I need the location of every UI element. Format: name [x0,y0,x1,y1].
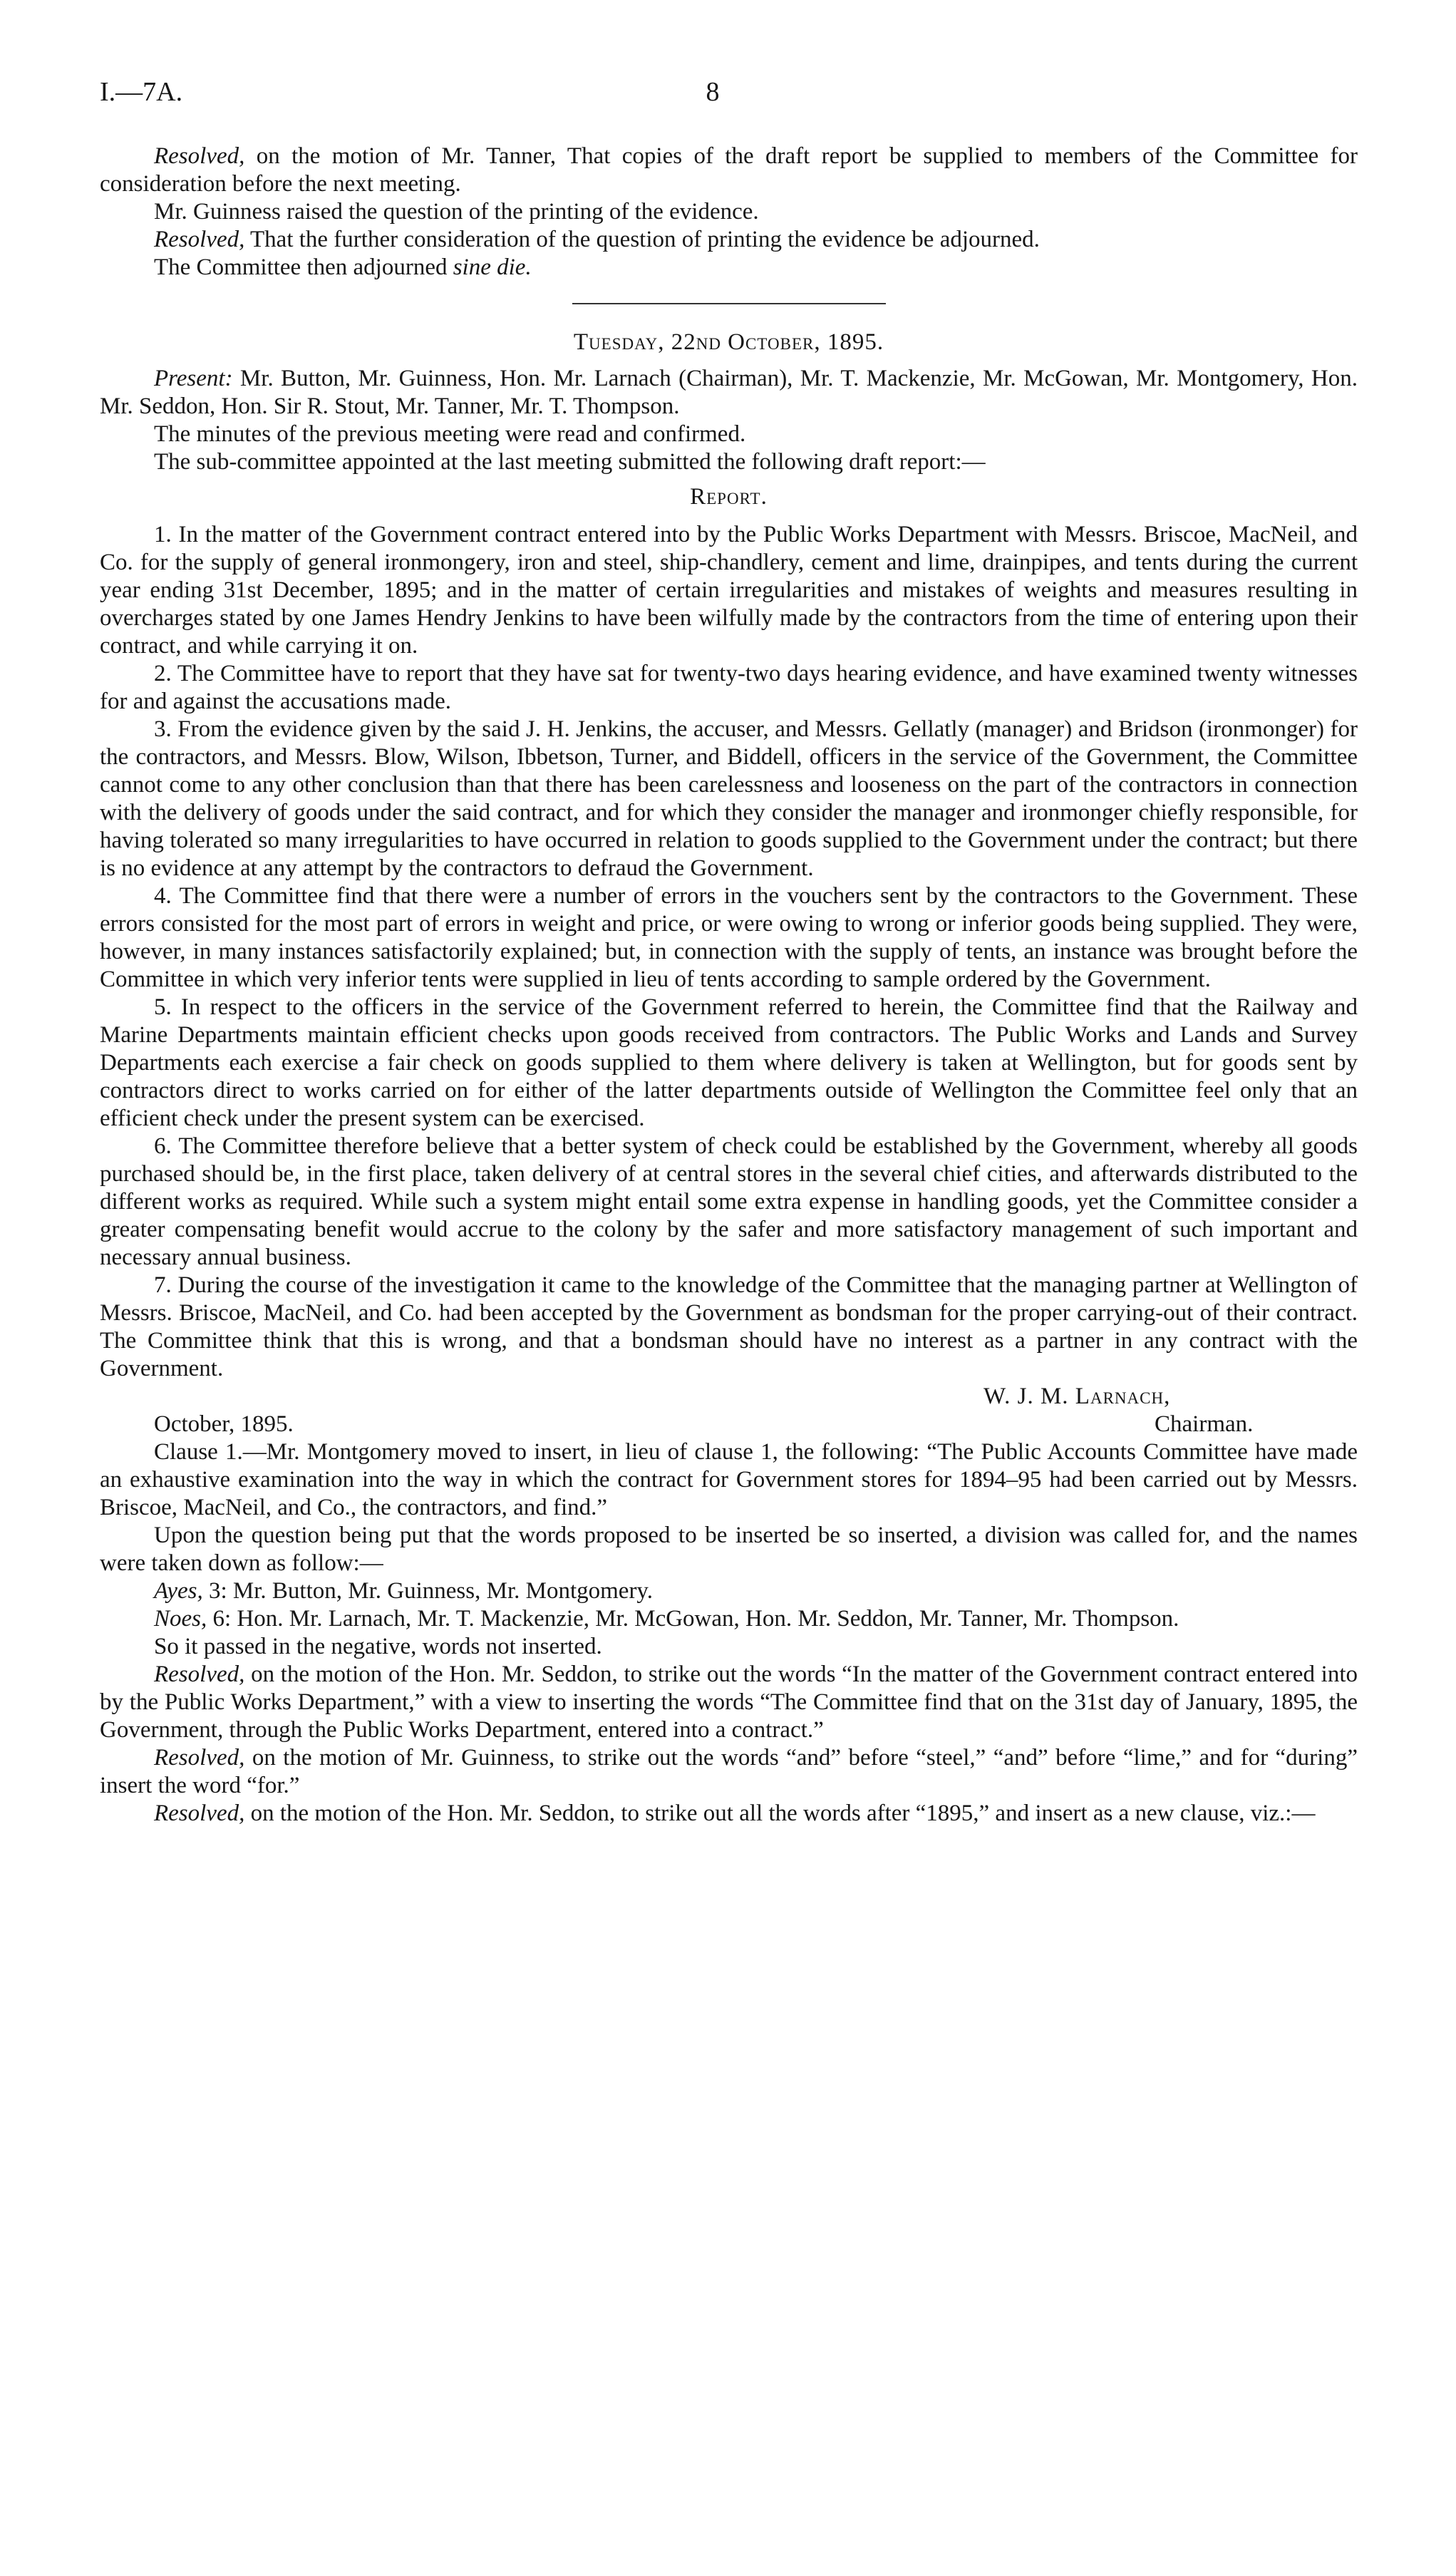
present-members: Mr. Button, Mr. Guinness, Hon. Mr. Larnach (Chairman), Mr. T. Mackenzie, Mr. McGowan, Mr. Montgomery, Hon. Mr. Seddon, Hon. Sir R. Stout, Mr. Tanner, Mr. T. Thompson. [100,366,1358,419]
resolved-label: Resolved, [154,1800,245,1826]
ayes-names: 3: Mr. Button, Mr. Guinness, Mr. Montgomery. [202,1578,654,1604]
present-label: Present: [154,366,233,391]
paragraph-present [100,365,1358,421]
paragraph-text: The Committee then adjourned [154,254,453,280]
paragraph-minutes: The minutes of the previous meeting were read and confirmed. [154,421,746,447]
paragraph-resolved-guinness [100,1744,1358,1800]
paragraph-text: on the motion of the Hon. Mr. Seddon, to strike out all the words after “1895,” and insert as a new clause, viz.:— [244,1800,1316,1826]
paragraph-clause1-motion: Clause 1.—Mr. Montgomery moved to insert, in lieu of clause 1, the following: “The Public Accounts Committee have made an exhaustive examination into the way in which the contract for Government stores for 1894–95 had been carried out by Messrs. Briscoe, MacNeil, and Co., the contractors, and find.” [100,1439,1358,1520]
paragraph-text: on the motion of the Hon. Mr. Seddon, to strike out the words “In the matter of the Government contract entered into by the Public Works Department,” with a view to inserting the words “The Committee find that on the 31st day of January, 1895, the Government, through the Public Works Department, entered into a contract.” [100,1661,1358,1743]
section-divider [572,303,886,304]
body-text [100,143,1358,1828]
noes-names: 6: Hon. Mr. Larnach, Mr. T. Mackenzie, Mr. McGowan, Hon. Mr. Seddon, Mr. Tanner, Mr. Thompson. [207,1606,1179,1632]
report-clause: 4. The Committee find that there were a number of errors in the vouchers sent by the contractors to the Government. These errors consisted for the most part of errors in weight and price, or were owing to wrong or inferior goods being supplied. They were, however, in many instances satisfactorily explained; but, in connection with the supply of tents, an instance was brought before the Committee in which very inferior tents were supplied in lieu of tents according to sample ordered by the Government. [100,883,1358,992]
report-date: October, 1895. [154,1411,294,1437]
resolved-label: Resolved, [154,1745,245,1771]
sine-die-italic: sine die. [453,254,532,280]
paragraph-text: Mr. Guinness raised the question of the printing of the evidence. [154,199,759,225]
report-clause: 7. During the course of the investigation it came to the knowledge of the Committee that the managing partner at Wellington of Messrs. Briscoe, MacNeil, and Co. had been accepted by the Government as bondsman for the proper carrying-out of their contract. The Committee think that this is wrong, and that a bondsman should have no interest as a partner in any contract with the Government. [100,1272,1358,1381]
resolved-label: Resolved, [154,1661,245,1687]
meeting-date: Tuesday, 22nd October, 1895. [573,329,884,355]
resolved-label: Resolved, [154,227,245,252]
paragraph-resolved-adjourned [100,226,1358,254]
paragraph-text: on the motion of Mr. Guinness, to strike out the words “and” before “steel,” “and” before “lime,” and for “during” insert the word “for.” [100,1745,1358,1798]
report-clause: 5. In respect to the officers in the service of the Government referred to herein, the Committee find that the Railway and Marine Departments maintain efficient checks upon goods received from contractors. The Public Works and Lands and Survey Departments each exercise a fair check on goods supplied to them where delivery is taken at Wellington, but for goods sent by contractors direct to works carried on for either of the latter departments outside of Wellington the Committee feel only that an efficient check under the present system can be exercised. [100,994,1358,1131]
paragraph-adjourned-sine-die [100,254,1358,282]
paragraph-negative: So it passed in the negative, words not inserted. [154,1634,602,1659]
report-heading: Report. [690,484,768,510]
signature-name: W. J. M. Larnach, [983,1384,1171,1409]
resolved-label: Resolved, [154,143,245,169]
paragraph-text: That the further consideration of the question of printing the evidence be adjourned. [244,227,1040,252]
report-clause: 2. The Committee have to report that they have sat for twenty-two days hearing evidence, and have examined twenty witnesses for and against the accusations made. [100,661,1358,714]
paragraph-noes [100,1605,1358,1633]
document-id: I.—7A. [100,77,183,107]
signature-block [100,1383,1358,1438]
paragraph-resolved-copies [100,143,1358,198]
paragraph-division: Upon the question being put that the words proposed to be inserted be so inserted, a division was called for, and the names were taken down as follow:— [100,1523,1358,1576]
paragraph-resolved-seddon-2 [100,1800,1358,1828]
paragraph-resolved-seddon-1 [100,1661,1358,1744]
report-clause: 1. In the matter of the Government contract entered into by the Public Works Department with Messrs. Briscoe, MacNeil, and Co. for the supply of general ironmongery, iron and steel, ship-chandlery, cement and lime, drainpipes, and tents during the current year ending 31st December, 1895; and in the matter of certain irregularities and mistakes of weights and measures resulting in overcharges stated by one James Hendry Jenkins to have been wilfully made by the contractors from the time of entering upon their contract, and while carrying it on. [100,522,1358,659]
page-number: 8 [706,77,720,107]
ayes-label: Ayes, [154,1578,203,1604]
report-clause: 3. From the evidence given by the said J. H. Jenkins, the accuser, and Messrs. Gellatly (manager) and Bridson (ironmonger) for the contractors, and Messrs. Blow, Wilson, Ibbetson, Turner, and Biddell, officers in the service of the Government, the Committee cannot come to any other conclusion than that there has been carelessness and looseness on the part of the contractors in connection with the delivery of goods under the said contract, and for which they consider the manager and ironmonger chiefly responsible, for having tolerated so many irregularities to have occurred in relation to goods supplied to the Government under the contract; but there is no evidence at any attempt by the contractors to defraud the Government. [100,716,1358,881]
report-clause: 6. The Committee therefore believe that a better system of check could be established by the Government, whereby all goods purchased should be, in the first place, taken delivery of at central stores in the several chief cities, and afterwards distributed to the different works as required. While such a system might entail some extra expense in handling goods, yet the Committee consider a greater compensating benefit would accrue to the colony by the safer and more satisfactory management of such important and necessary annual business. [100,1133,1358,1270]
page-header [100,78,1358,114]
noes-label: Noes, [154,1606,207,1632]
paragraph-text: on the motion of Mr. Tanner, That copies of the draft report be supplied to members of the Committee for consideration before the next meeting. [100,143,1358,197]
paragraph-ayes [100,1577,1358,1605]
paragraph-guinness-printing [100,198,1358,226]
document-page [100,0,1358,2576]
paragraph-submitted: The sub-committee appointed at the last meeting submitted the following draft report:— [154,449,986,475]
signature-role: Chairman. [1155,1411,1254,1437]
